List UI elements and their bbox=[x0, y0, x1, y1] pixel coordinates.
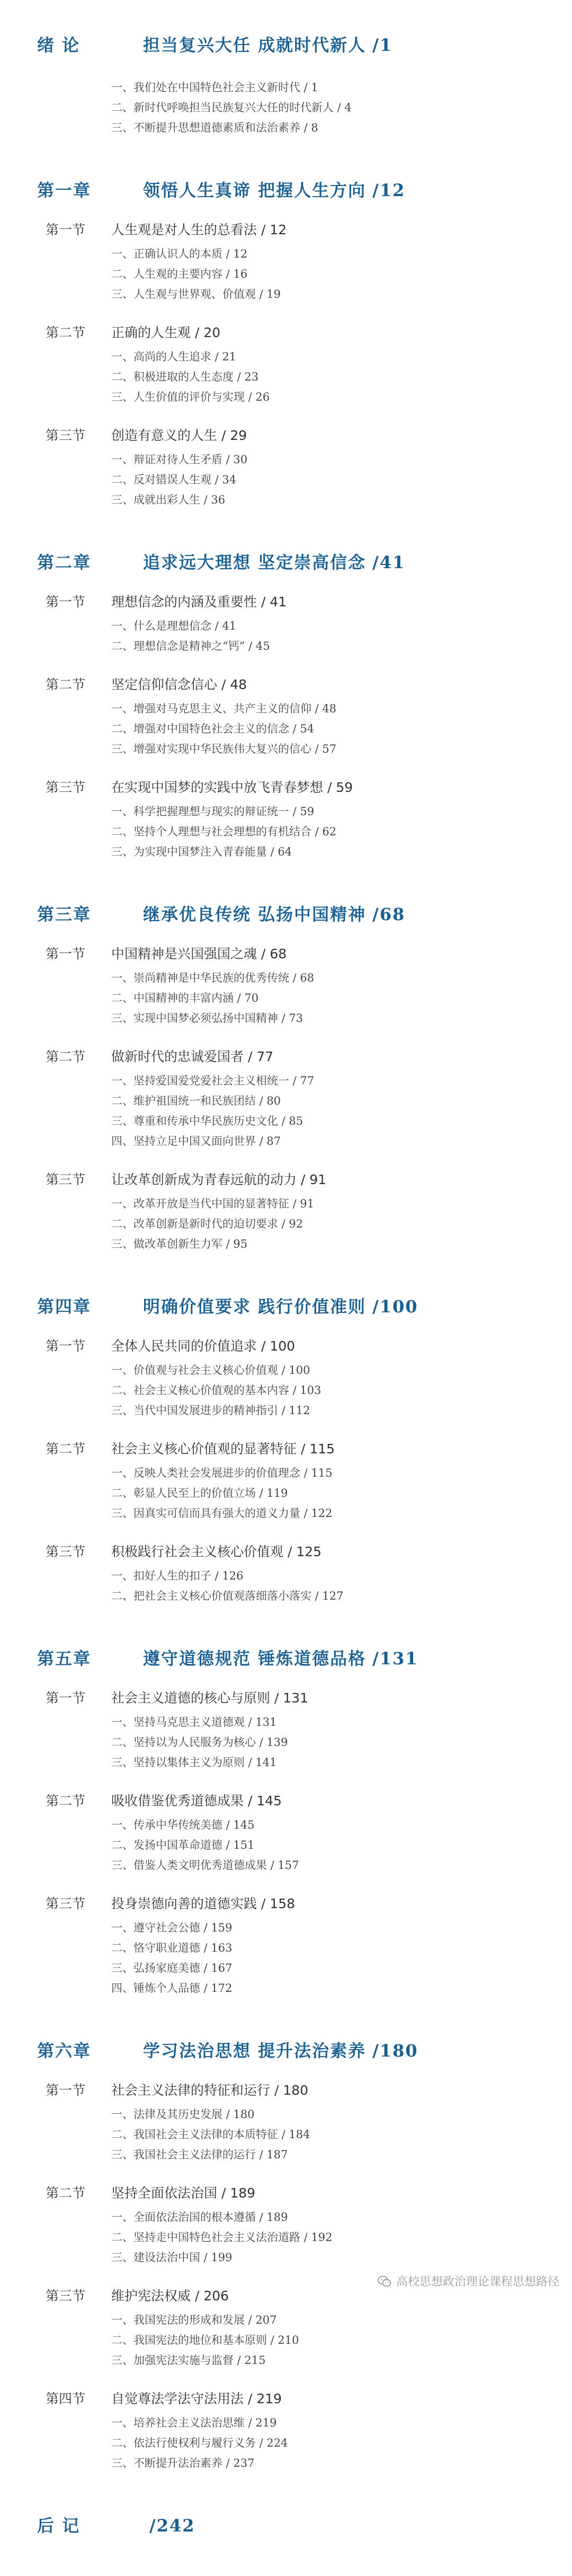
section-items bbox=[0, 1815, 572, 1875]
section-label: 第一节 bbox=[46, 1690, 86, 1706]
section-heading[interactable] bbox=[0, 674, 572, 693]
toc-item[interactable]: 二、社会主义核心价值观的基本内容 / 103 bbox=[111, 1384, 321, 1397]
chapter-label: 第六章 bbox=[37, 2041, 92, 2061]
section bbox=[0, 1046, 572, 1151]
section-heading[interactable] bbox=[0, 322, 572, 341]
section bbox=[0, 592, 572, 656]
page-separator: / bbox=[372, 552, 380, 572]
chapter bbox=[0, 32, 572, 138]
section-label: 第一节 bbox=[46, 1338, 86, 1354]
toc-item[interactable]: 二、我国社会主义法律的本质特征 / 184 bbox=[111, 2128, 310, 2141]
toc-item[interactable]: 一、增强对马克思主义、共产主义的信仰 / 48 bbox=[111, 702, 337, 715]
chapter-label: 第五章 bbox=[37, 1648, 92, 1669]
chapter-heading[interactable] bbox=[0, 901, 572, 925]
toc-item[interactable]: 一、我国宪法的形成和发展 / 207 bbox=[111, 2314, 277, 2326]
watermark-text: 高校思想政治理论课程思想路径 bbox=[396, 2275, 559, 2289]
section bbox=[0, 219, 572, 304]
toc-item[interactable]: 三、增强对实现中华民族伟大复兴的信心 / 57 bbox=[111, 743, 337, 755]
section-title: 正确的人生观 / 20 bbox=[111, 325, 221, 340]
section-heading[interactable] bbox=[0, 1336, 572, 1355]
toc-item[interactable]: 三、人生观与世界观、价值观 / 19 bbox=[111, 288, 281, 301]
chapter bbox=[0, 177, 572, 510]
chapter bbox=[0, 1645, 572, 1998]
section-heading[interactable] bbox=[0, 425, 572, 444]
section-title: 坚持全面依法治国 / 189 bbox=[111, 2185, 256, 2201]
chapter-label: 后 记 bbox=[37, 2516, 81, 2536]
toc-item[interactable]: 三、加强宪法实施与监督 / 215 bbox=[111, 2354, 266, 2367]
chapter-label: 第一章 bbox=[37, 180, 92, 200]
chapter-heading[interactable] bbox=[0, 1293, 572, 1318]
section-heading[interactable] bbox=[0, 1439, 572, 1458]
section bbox=[0, 1541, 572, 1606]
section-label: 第二节 bbox=[46, 1049, 86, 1064]
toc-item[interactable]: 三、借鉴人类文明优秀道德成果 / 157 bbox=[111, 1859, 299, 1872]
chapter bbox=[0, 2037, 572, 2473]
section-items bbox=[0, 1712, 572, 1772]
section-title: 维护宪法权威 / 206 bbox=[111, 2288, 229, 2304]
chapter-page-number: 131 bbox=[379, 1648, 418, 1669]
toc-item[interactable]: 二、依法行使权利与履行义务 / 224 bbox=[111, 2437, 288, 2449]
section bbox=[0, 425, 572, 510]
section-label: 第二节 bbox=[46, 2185, 86, 2201]
chapter bbox=[0, 549, 572, 862]
section-items bbox=[0, 801, 572, 862]
section-heading[interactable] bbox=[0, 1169, 572, 1188]
toc-item[interactable]: 三、弘扬家庭美德 / 167 bbox=[111, 1962, 233, 1974]
toc-item[interactable]: 二、新时代呼唤担当民族复兴大任的时代新人 / 4 bbox=[111, 101, 352, 114]
table-of-contents bbox=[0, 32, 572, 2576]
section-title: 社会主义法律的特征和运行 / 180 bbox=[111, 2083, 309, 2098]
page-separator: / bbox=[372, 2041, 380, 2061]
toc-item[interactable]: 一、辩证对待人生矛盾 / 30 bbox=[111, 453, 248, 466]
section-items bbox=[0, 2104, 572, 2165]
chapter-page-number: 41 bbox=[379, 552, 406, 572]
section bbox=[0, 1893, 572, 1998]
chapter-title: 领悟人生真谛 把握人生方向 bbox=[143, 180, 367, 200]
chapter bbox=[0, 2512, 572, 2537]
chapter-page-number: 180 bbox=[379, 2041, 418, 2061]
section-label: 第三节 bbox=[46, 1172, 86, 1187]
section-items bbox=[0, 1566, 572, 1606]
section-heading[interactable] bbox=[0, 777, 572, 796]
toc-item[interactable]: 二、维护祖国统一和民族团结 / 80 bbox=[111, 1095, 281, 1107]
toc-item[interactable]: 一、正确认识人的本质 / 12 bbox=[111, 248, 248, 260]
section bbox=[0, 2388, 572, 2473]
toc-item[interactable]: 二、发扬中国革命道德 / 151 bbox=[111, 1839, 255, 1851]
chapter-title: 遵守道德规范 锤炼道德品格 bbox=[143, 1648, 367, 1669]
chapter bbox=[0, 901, 572, 1254]
section-title: 理想信念的内涵及重要性 / 41 bbox=[111, 594, 287, 610]
chapter-label: 第二章 bbox=[37, 552, 92, 572]
toc-item[interactable]: 一、崇尚精神是中华民族的优秀传统 / 68 bbox=[111, 972, 315, 984]
section bbox=[0, 943, 572, 1028]
section-title: 全体人民共同的价值追求 / 100 bbox=[111, 1338, 296, 1354]
section-heading[interactable] bbox=[0, 1541, 572, 1560]
section-label: 第三节 bbox=[46, 2288, 86, 2304]
section-label: 第二节 bbox=[46, 1793, 86, 1809]
chapter-title: 继承优良传统 弘扬中国精神 bbox=[143, 904, 367, 924]
section-heading[interactable] bbox=[0, 943, 572, 963]
section-label: 第三节 bbox=[46, 428, 86, 443]
toc-item[interactable]: 三、实现中国梦必须弘扬中国精神 / 73 bbox=[111, 1012, 303, 1025]
section-label: 第三节 bbox=[46, 1544, 86, 1559]
section-title: 在实现中国梦的实践中放飞青春梦想 / 59 bbox=[111, 780, 353, 795]
section bbox=[0, 2183, 572, 2268]
section-label: 第一节 bbox=[46, 594, 86, 610]
toc-item[interactable]: 二、改革创新是新时代的迫切要求 / 92 bbox=[111, 1218, 303, 1230]
section-items bbox=[0, 699, 572, 759]
section-items bbox=[0, 968, 572, 1028]
chapter-heading[interactable] bbox=[0, 1645, 572, 1670]
section-title: 吸收借鉴优秀道德成果 / 145 bbox=[111, 1793, 282, 1809]
toc-item[interactable]: 三、为实现中国梦注入青春能量 / 64 bbox=[111, 845, 292, 858]
section bbox=[0, 1688, 572, 1772]
section-heading[interactable] bbox=[0, 2388, 572, 2407]
chapter-heading[interactable] bbox=[0, 177, 572, 201]
toc-item[interactable]: 三、尊重和传承中华民族历史文化 / 85 bbox=[111, 1115, 303, 1127]
toc-item[interactable]: 二、积极进取的人生态度 / 23 bbox=[111, 370, 259, 383]
page-separator: / bbox=[372, 1296, 380, 1317]
section-items bbox=[0, 1463, 572, 1523]
toc-item[interactable]: 一、遵守社会公德 / 159 bbox=[111, 1921, 233, 1934]
section-items bbox=[0, 244, 572, 304]
toc-item[interactable]: 三、做改革创新生力军 / 95 bbox=[111, 1238, 248, 1250]
section-heading[interactable] bbox=[0, 2080, 572, 2099]
section-items bbox=[0, 1071, 572, 1151]
chapter-title: 担当复兴大任 成就时代新人 bbox=[143, 35, 367, 55]
chapter-heading[interactable] bbox=[0, 549, 572, 574]
toc-item[interactable]: 二、坚持走中国特色社会主义法治道路 / 192 bbox=[111, 2231, 333, 2244]
toc-item[interactable]: 一、培养社会主义法治思维 / 219 bbox=[111, 2416, 277, 2429]
toc-item[interactable]: 二、增强对中国特色社会主义的信念 / 54 bbox=[111, 722, 315, 735]
toc-item[interactable]: 二、把社会主义核心价值观落细落小落实 / 127 bbox=[111, 1590, 344, 1602]
section-label: 第二节 bbox=[46, 1441, 86, 1457]
section-items bbox=[0, 1194, 572, 1254]
toc-item[interactable]: 三、当代中国发展进步的精神指引 / 112 bbox=[111, 1404, 310, 1417]
section-title: 积极践行社会主义核心价值观 / 125 bbox=[111, 1544, 322, 1559]
section-heading[interactable] bbox=[0, 1046, 572, 1065]
toc-item[interactable]: 一、我们处在中国特色社会主义新时代 / 1 bbox=[111, 81, 318, 94]
section bbox=[0, 674, 572, 759]
section-label: 第一节 bbox=[46, 2083, 86, 2098]
chapter bbox=[0, 1293, 572, 1606]
toc-item[interactable]: 一、科学把握理想与现实的辩证统一 / 59 bbox=[111, 805, 315, 818]
section-label: 第三节 bbox=[46, 1896, 86, 1911]
section-heading[interactable] bbox=[0, 1790, 572, 1810]
section bbox=[0, 1439, 572, 1523]
section-items bbox=[0, 2413, 572, 2473]
section-label: 第三节 bbox=[46, 780, 86, 795]
toc-item[interactable]: 二、我国宪法的地位和基本原则 / 210 bbox=[111, 2334, 299, 2346]
chapter-heading[interactable] bbox=[0, 32, 572, 56]
section-items bbox=[0, 1360, 572, 1421]
toc-item[interactable]: 四、锤炼个人品德 / 172 bbox=[111, 1982, 233, 1995]
toc-item[interactable]: 三、人生价值的评价与实现 / 26 bbox=[111, 391, 270, 403]
chapter-label: 第四章 bbox=[37, 1296, 92, 1317]
toc-item[interactable]: 三、不断提升法治素养 / 237 bbox=[111, 2457, 255, 2469]
toc-item[interactable]: 一、全面依法治国的根本遵循 / 189 bbox=[111, 2211, 288, 2224]
section-items bbox=[0, 2207, 572, 2268]
chapter-page-number: 242 bbox=[156, 2516, 195, 2536]
page-separator: / bbox=[149, 2516, 157, 2536]
section bbox=[0, 1169, 572, 1254]
section-heading[interactable] bbox=[0, 1688, 572, 1707]
section bbox=[0, 777, 572, 862]
section-label: 第四节 bbox=[46, 2391, 86, 2406]
section-label: 第一节 bbox=[46, 946, 86, 961]
toc-item[interactable]: 三、坚持以集体主义为原则 / 141 bbox=[111, 1756, 277, 1769]
toc-item[interactable]: 三、因真实可信而具有强大的道义力量 / 122 bbox=[111, 1507, 333, 1520]
chapter-label: 绪 论 bbox=[37, 35, 81, 55]
chapter-page-number: 1 bbox=[379, 35, 393, 55]
section-items bbox=[0, 616, 572, 656]
toc-item[interactable]: 三、不断提升思想道德素质和法治素养 / 8 bbox=[111, 121, 318, 134]
watermark bbox=[377, 2273, 559, 2289]
toc-item[interactable]: 二、反对错误人生观 / 34 bbox=[111, 473, 237, 486]
toc-item[interactable]: 三、我国社会主义法律的运行 / 187 bbox=[111, 2148, 288, 2161]
toc-item[interactable]: 一、什么是理想信念 / 41 bbox=[111, 620, 237, 632]
toc-item[interactable]: 三、成就出彩人生 / 36 bbox=[111, 493, 226, 506]
chapter-page-number: 12 bbox=[379, 180, 406, 200]
toc-item[interactable]: 一、高尚的人生追求 / 21 bbox=[111, 350, 237, 363]
section-heading[interactable] bbox=[0, 219, 572, 239]
chapter-page-number: 100 bbox=[379, 1296, 418, 1317]
section-label: 第二节 bbox=[46, 325, 86, 340]
section bbox=[0, 1336, 572, 1421]
toc-item[interactable]: 一、价值观与社会主义核心价值观 / 100 bbox=[111, 1364, 310, 1377]
toc-item[interactable]: 二、坚持个人理想与社会理想的有机结合 / 62 bbox=[111, 825, 337, 838]
toc-item[interactable]: 三、建设法治中国 / 199 bbox=[111, 2251, 233, 2264]
section-title: 社会主义道德的核心与原则 / 131 bbox=[111, 1690, 309, 1706]
section-heading[interactable] bbox=[0, 2183, 572, 2202]
toc-item[interactable]: 一、传承中华传统美德 / 145 bbox=[111, 1819, 255, 1831]
section-items bbox=[0, 1918, 572, 1998]
section-title: 坚定信仰信念信心 / 48 bbox=[111, 677, 247, 692]
toc-item[interactable]: 一、扣好人生的扣子 / 126 bbox=[111, 1569, 244, 1582]
section bbox=[0, 2080, 572, 2165]
toc-item[interactable]: 一、法律及其历史发展 / 180 bbox=[111, 2108, 255, 2121]
section-title: 投身崇德向善的道德实践 / 158 bbox=[111, 1896, 296, 1911]
toc-item[interactable]: 一、改革开放是当代中国的显著特征 / 91 bbox=[111, 1197, 315, 1210]
section-label: 第一节 bbox=[46, 222, 86, 237]
section bbox=[0, 2286, 572, 2370]
page-separator: / bbox=[372, 904, 380, 924]
toc-item[interactable]: 二、理想信念是精神之“钙” / 45 bbox=[111, 640, 270, 652]
toc-item[interactable]: 一、坚持爱国爱党爱社会主义相统一 / 77 bbox=[111, 1074, 315, 1087]
section-title: 中国精神是兴国强国之魂 / 68 bbox=[111, 946, 287, 961]
section bbox=[0, 322, 572, 407]
chapter-label: 第三章 bbox=[37, 904, 92, 924]
page-separator: / bbox=[372, 1648, 380, 1669]
wechat-icon bbox=[377, 2274, 392, 2289]
chapter-title: 学习法治思想 提升法治素养 bbox=[143, 2041, 367, 2061]
toc-item[interactable]: 二、恪守职业道德 / 163 bbox=[111, 1942, 233, 1954]
page-separator: / bbox=[372, 180, 380, 200]
chapter-heading[interactable] bbox=[0, 2512, 572, 2537]
section-title: 人生观是对人生的总看法 / 12 bbox=[111, 222, 287, 237]
section-title: 社会主义核心价值观的显著特征 / 115 bbox=[111, 1441, 335, 1457]
toc-item[interactable]: 一、反映人类社会发展进步的价值理念 / 115 bbox=[111, 1467, 333, 1479]
toc-item[interactable]: 二、彰显人民至上的价值立场 / 119 bbox=[111, 1487, 288, 1499]
section-title: 让改革创新成为青春远航的动力 / 91 bbox=[111, 1172, 327, 1187]
section-title: 做新时代的忠诚爱国者 / 77 bbox=[111, 1049, 274, 1064]
section-items bbox=[0, 2310, 572, 2370]
section-title: 创造有意义的人生 / 29 bbox=[111, 428, 247, 443]
toc-item[interactable]: 二、人生观的主要内容 / 16 bbox=[111, 268, 248, 280]
chapter-heading[interactable] bbox=[0, 2037, 572, 2062]
section-label: 第二节 bbox=[46, 677, 86, 692]
section bbox=[0, 1790, 572, 1875]
toc-item[interactable]: 一、坚持马克思主义道德观 / 131 bbox=[111, 1716, 277, 1728]
toc-item[interactable]: 二、坚持以为人民服务为核心 / 139 bbox=[111, 1736, 288, 1749]
toc-item[interactable]: 二、中国精神的丰富内涵 / 70 bbox=[111, 992, 259, 1004]
section-title: 自觉尊法学法守法用法 / 219 bbox=[111, 2391, 282, 2406]
section-items bbox=[0, 449, 572, 510]
section-heading[interactable] bbox=[0, 1893, 572, 1912]
toc-item[interactable]: 四、坚持立足中国又面向世界 / 87 bbox=[111, 1135, 281, 1148]
chapter-title: 明确价值要求 践行价值准则 bbox=[143, 1296, 367, 1317]
chapter-page-number: 68 bbox=[379, 904, 406, 924]
section-items bbox=[0, 347, 572, 407]
section-heading[interactable] bbox=[0, 592, 572, 611]
chapter-title: 追求远大理想 坚定崇高信念 bbox=[143, 552, 367, 572]
page-separator: / bbox=[372, 35, 380, 55]
chapter-items bbox=[0, 77, 572, 138]
